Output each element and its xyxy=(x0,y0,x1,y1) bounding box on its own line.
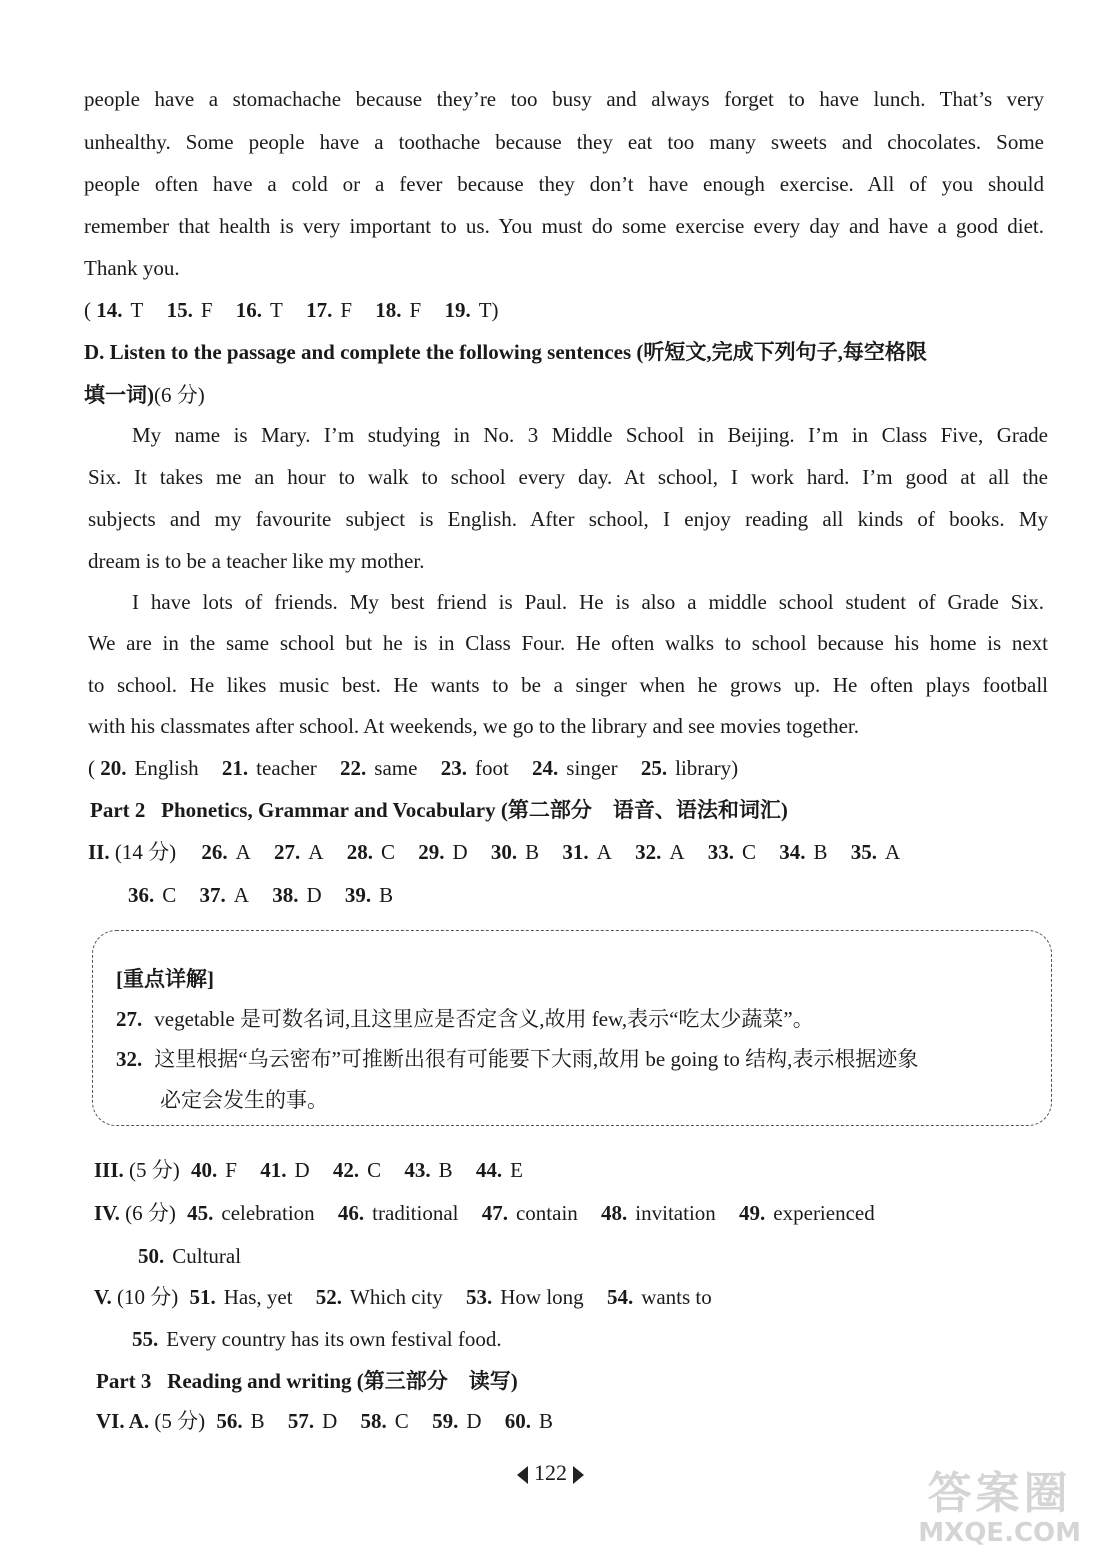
section-d-heading-cont: 填一词)(6 分) xyxy=(84,383,205,407)
passage-line: people have a stomachache because they’re too busy and always forget to have lunch. That’s very xyxy=(84,87,1044,111)
part2-heading: Part 2 Phonetics, Grammar and Vocabulary (第二部分 语音、语法和词汇) xyxy=(90,798,788,822)
section-4-answers-row2: 50. Cultural xyxy=(138,1244,242,1268)
left-arrow-icon xyxy=(517,1466,528,1484)
key-points-title: [重点详解] xyxy=(116,967,214,991)
note-32-cont: 必定会发生的事。 xyxy=(160,1088,328,1112)
note-27: 27. vegetable 是可数名词,且这里应是否定含义,故用 few,表示“吃太少蔬菜”。 xyxy=(116,1007,814,1031)
passage-line: My name is Mary. I’m studying in No. 3 Middle School in Beijing. I’m in Class Five, Grade xyxy=(132,423,1048,447)
passage-line: to school. He likes music best. He wants to be a singer when he grows up. He often plays football xyxy=(88,673,1048,697)
answers-20-25: ( 20. English 21. teacher 22. same 23. foot 24. singer 25. library) xyxy=(88,756,739,780)
section-5-answers: V. (10 分) 51. Has, yet 52. Which city 53. How long 54. wants to xyxy=(94,1285,712,1309)
section-2-answers: II. (14 分) 26. A 27. A 28. C 29. D 30. B 31. A 32. A 33. C 34. B 35. A xyxy=(88,840,901,864)
section-2-answers-row2: 36. C 37. A 38. D 39. B xyxy=(128,883,394,907)
passage-line: with his classmates after school. At weekends, we go to the library and see movies together. xyxy=(88,714,859,738)
passage-line: dream is to be a teacher like my mother. xyxy=(88,549,425,573)
part3-heading: Part 3 Reading and writing (第三部分 读写) xyxy=(96,1369,518,1393)
section-d-heading: D. Listen to the passage and complete the following sentences (听短文,完成下列句子,每空格限 xyxy=(84,340,927,364)
passage-line: Six. It takes me an hour to walk to school every day. At school, I work hard. I’m good at all the xyxy=(88,465,1048,489)
passage-line: unhealthy. Some people have a toothache because they eat too many sweets and chocolates. Some xyxy=(84,130,1044,154)
page-number: 122 xyxy=(0,1460,1101,1486)
passage-line: Thank you. xyxy=(84,256,180,280)
watermark-logo: 答案圈 MXQE.COM xyxy=(918,1468,1081,1548)
passage-line: I have lots of friends. My best friend is Paul. He is also a middle school student of Grade Six. xyxy=(132,590,1044,614)
passage-line: remember that health is very important to us. You must do some exercise every day and have a good diet. xyxy=(84,214,1044,238)
note-32: 32. 这里根据“乌云密布”可推断出很有可能要下大雨,故用 be going to 结构,表示根据迹象 xyxy=(116,1047,919,1071)
section-3-answers: III. (5 分) 40. F 41. D 42. C 43. B 44. E xyxy=(94,1158,523,1182)
passage-line: subjects and my favourite subject is English. After school, I enjoy reading all kinds of books. My xyxy=(88,507,1048,531)
answers-14-19: ( 14. T 15. F 16. T 17. F 18. F 19. T) xyxy=(84,298,499,322)
section-6a-answers: VI. A. (5 分) 56. B 57. D 58. C 59. D 60. B xyxy=(96,1409,553,1433)
passage-line: We are in the same school but he is in Class Four. He often walks to school because his home is next xyxy=(88,631,1048,655)
section-5-answers-row2: 55. Every country has its own festival food. xyxy=(132,1327,502,1351)
right-arrow-icon xyxy=(573,1466,584,1484)
section-4-answers: IV. (6 分) 45. celebration 46. traditional 47. contain 48. invitation 49. experienced xyxy=(94,1201,875,1225)
passage-line: people often have a cold or a fever because they don’t have enough exercise. All of you should xyxy=(84,172,1044,196)
